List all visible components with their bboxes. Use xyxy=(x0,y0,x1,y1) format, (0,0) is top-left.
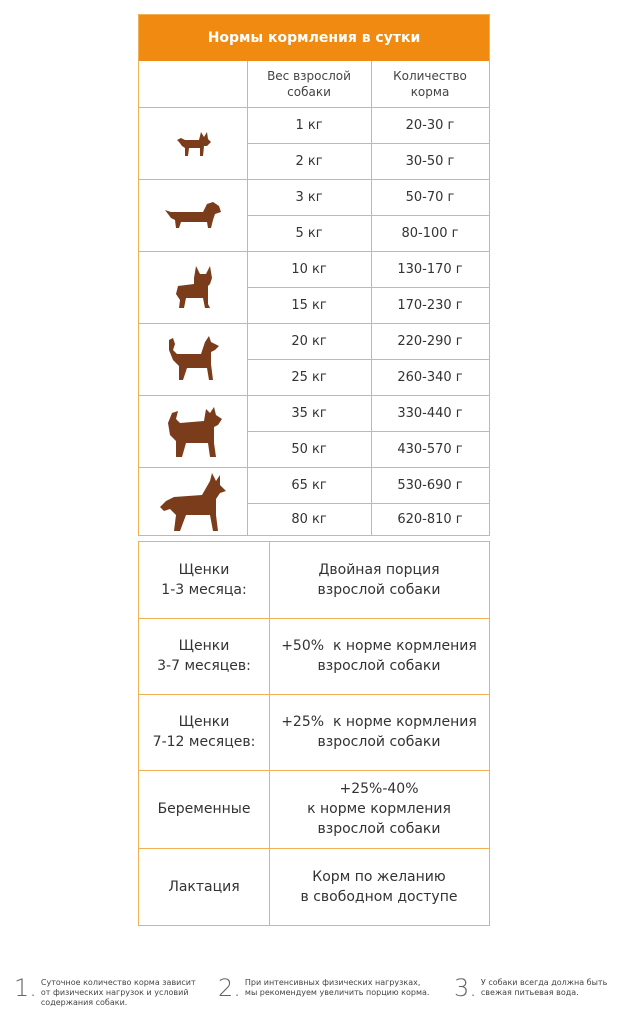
chihuahua-icon xyxy=(139,107,247,179)
husky-icon xyxy=(139,395,247,467)
amount-cell: 30-50 г xyxy=(405,153,455,169)
value-line: взрослой собаки xyxy=(317,582,441,598)
amount-cell: 620-810 г xyxy=(397,511,463,527)
value-line: в свободном доступе xyxy=(300,888,458,905)
condition-label xyxy=(139,542,269,618)
footnote-line: У собаки всегда должна быть xyxy=(480,978,608,987)
condition-value xyxy=(269,770,489,848)
weight-cell: 25 кг xyxy=(291,369,327,385)
feeding-norms-table xyxy=(138,14,490,536)
footnote-line: содержания собаки. xyxy=(40,998,128,1007)
value-line: взрослой собаки xyxy=(317,734,441,750)
french-bulldog-icon xyxy=(139,251,247,323)
col-header-amount xyxy=(371,61,489,107)
value-line: +25%-40% xyxy=(339,781,419,797)
label-line: 7-12 месяцев: xyxy=(152,734,256,750)
condition-label xyxy=(139,694,269,770)
footnote xyxy=(454,976,607,1000)
condition-label xyxy=(139,618,269,694)
weight-cell: 65 кг xyxy=(291,477,327,493)
label-line: Лактация xyxy=(168,878,240,895)
footnote-line: мы рекомендуем увеличить порцию корма. xyxy=(244,988,430,997)
footnote xyxy=(218,976,429,1000)
medium-dog-icon xyxy=(139,323,247,395)
condition-value xyxy=(269,542,489,618)
large-dog-icon xyxy=(139,467,247,537)
weight-cell: 5 кг xyxy=(295,225,323,241)
special-conditions-table xyxy=(138,541,490,926)
dachshund-icon xyxy=(139,179,247,251)
condition-label xyxy=(139,848,269,925)
amount-cell: 170-230 г xyxy=(397,297,463,313)
weight-cell: 50 кг xyxy=(291,441,327,457)
amount-cell: 330-440 г xyxy=(397,405,463,421)
table-title: Нормы кормления в сутки xyxy=(139,15,489,61)
weight-cell: 35 кг xyxy=(291,405,327,421)
amount-cell: 530-690 г xyxy=(397,477,463,493)
footnote-text xyxy=(41,976,196,1008)
footnote-text xyxy=(245,976,430,998)
label-line: Беременные xyxy=(157,801,251,817)
condition-value xyxy=(269,694,489,770)
amount-cell: 80-100 г xyxy=(401,225,459,241)
amount-cell: 20-30 г xyxy=(405,117,455,133)
condition-value xyxy=(269,848,489,925)
weight-cell: 15 кг xyxy=(291,297,327,313)
footnote-line: свежая питьевая вода. xyxy=(480,988,579,997)
footnote xyxy=(14,976,196,1008)
value-line: +50% к норме кормления xyxy=(281,638,477,654)
col-header-weight-text: Вес взрослой собаки xyxy=(267,69,351,99)
value-line: +25% к норме кормления xyxy=(281,714,477,730)
footnote-number: 2. xyxy=(218,974,241,1002)
weight-cell: 2 кг xyxy=(295,153,323,169)
footnote-line: При интенсивных физических нагрузках, xyxy=(244,978,421,987)
label-line: Щенки xyxy=(178,638,230,654)
footnote-text xyxy=(481,976,607,998)
amount-cell: 130-170 г xyxy=(397,261,463,277)
weight-cell: 1 кг xyxy=(295,117,323,133)
amount-cell: 50-70 г xyxy=(405,189,455,205)
weight-cell: 80 кг xyxy=(291,511,327,527)
footnote-number: 1. xyxy=(14,974,37,1002)
value-line: Двойная порция xyxy=(318,562,440,578)
amount-cell: 260-340 г xyxy=(397,369,463,385)
amount-cell: 220-290 г xyxy=(397,333,463,349)
weight-cell: 3 кг xyxy=(295,189,323,205)
label-line: 1-3 месяца: xyxy=(161,582,247,598)
condition-label xyxy=(139,770,269,848)
label-line: 3-7 месяцев: xyxy=(157,658,251,674)
weight-cell: 20 кг xyxy=(291,333,327,349)
footnote-line: Суточное количество корма зависит xyxy=(40,978,196,987)
value-line: взрослой собаки xyxy=(317,658,441,674)
label-line: Щенки xyxy=(178,562,230,578)
col-header-weight xyxy=(247,61,371,107)
footnote-line: от физических нагрузок и условий xyxy=(40,988,189,997)
condition-value xyxy=(269,618,489,694)
footnote-number: 3. xyxy=(454,974,477,1002)
value-line: к норме кормления xyxy=(307,801,451,817)
weight-cell: 10 кг xyxy=(291,261,327,277)
col-header-amount-text: Количество корма xyxy=(393,69,467,99)
amount-cell: 430-570 г xyxy=(397,441,463,457)
label-line: Щенки xyxy=(178,714,230,730)
value-line: Корм по желанию xyxy=(312,868,446,885)
value-line: взрослой собаки xyxy=(317,821,441,837)
